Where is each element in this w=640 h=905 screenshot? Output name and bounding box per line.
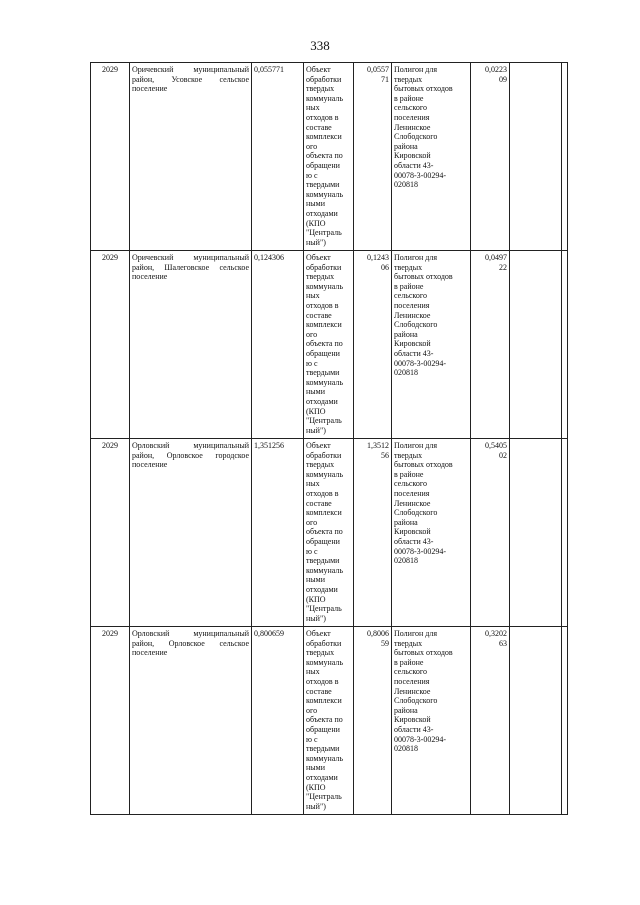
mass-transferred-cell <box>354 251 392 439</box>
mass-cell: 1,351256 <box>252 439 304 627</box>
year-cell: 2029 <box>91 439 130 627</box>
object-cell <box>304 63 354 251</box>
destination-text: Полигон для твердых бытовых отходов в районе сельского поселения Ленинское Слободского района Кировской области 43- 00078-3-00294- 020818 <box>394 65 453 190</box>
empty-cell <box>510 439 562 627</box>
waste-flow-table <box>90 62 568 815</box>
mass-disposed-cell <box>471 251 510 439</box>
year-cell: 2029 <box>91 63 130 251</box>
municipality-cell: Орловский муниципальный район, Орловское сельское поселение <box>130 627 252 815</box>
object-cell <box>304 251 354 439</box>
mass-cell: 0,124306 <box>252 251 304 439</box>
object-text: Объект обработки твердых коммуналь ных отходов в составе комплекси ого объекта по обращени ю с твердыми коммуналь ными отходами (КПО "Централь ный") <box>306 629 343 811</box>
object-cell <box>304 439 354 627</box>
destination-cell <box>392 63 471 251</box>
destination-text: Полигон для твердых бытовых отходов в районе сельского поселения Ленинское Слободского района Кировской области 43- 00078-3-00294- 020818 <box>394 253 453 378</box>
mass-transferred-text: 0,0557 71 <box>367 65 389 84</box>
empty-cell <box>562 439 568 627</box>
municipality-cell: Оричевский муниципальный район, Усовское сельское поселение <box>130 63 252 251</box>
table-row <box>91 251 568 439</box>
mass-transferred-text: 0,8006 59 <box>367 629 389 648</box>
mass-disposed-cell <box>471 63 510 251</box>
empty-cell <box>510 251 562 439</box>
table-row <box>91 627 568 815</box>
mass-transferred-cell <box>354 63 392 251</box>
destination-cell <box>392 439 471 627</box>
table-row <box>91 439 568 627</box>
page-number: 338 <box>310 38 330 53</box>
mass-disposed-cell <box>471 627 510 815</box>
empty-cell <box>510 627 562 815</box>
mass-disposed-text: 0,0223 09 <box>485 65 507 84</box>
mass-disposed-text: 0,3202 63 <box>485 629 507 648</box>
object-text: Объект обработки твердых коммуналь ных отходов в составе комплекси ого объекта по обращени ю с твердыми коммуналь ными отходами (КПО "Централь ный") <box>306 253 343 435</box>
object-text: Объект обработки твердых коммуналь ных отходов в составе комплекси ого объекта по обращени ю с твердыми коммуналь ными отходами (КПО "Централь ный") <box>306 441 343 623</box>
mass-cell: 0,800659 <box>252 627 304 815</box>
destination-text: Полигон для твердых бытовых отходов в районе сельского поселения Ленинское Слободского района Кировской области 43- 00078-3-00294- 020818 <box>394 441 453 566</box>
year-cell: 2029 <box>91 251 130 439</box>
destination-text: Полигон для твердых бытовых отходов в районе сельского поселения Ленинское Слободского района Кировской области 43- 00078-3-00294- 020818 <box>394 629 453 754</box>
object-text: Объект обработки твердых коммуналь ных отходов в составе комплекси ого объекта по обращени ю с твердыми коммуналь ными отходами (КПО "Централь ный") <box>306 65 343 247</box>
mass-transferred-cell <box>354 439 392 627</box>
mass-disposed-text: 0,0497 22 <box>485 253 507 272</box>
mass-disposed-cell <box>471 439 510 627</box>
empty-cell <box>562 251 568 439</box>
destination-cell <box>392 251 471 439</box>
mass-disposed-text: 0,5405 02 <box>485 441 507 460</box>
mass-transferred-text: 1,3512 56 <box>367 441 389 460</box>
empty-cell <box>510 63 562 251</box>
mass-transferred-text: 0,1243 06 <box>367 253 389 272</box>
empty-cell <box>562 63 568 251</box>
year-cell: 2029 <box>91 627 130 815</box>
mass-transferred-cell <box>354 627 392 815</box>
destination-cell <box>392 627 471 815</box>
empty-cell <box>562 627 568 815</box>
object-cell <box>304 627 354 815</box>
table-row <box>91 63 568 251</box>
municipality-cell: Орловский муниципальный район, Орловское городское поселение <box>130 439 252 627</box>
mass-cell: 0,055771 <box>252 63 304 251</box>
municipality-cell: Оричевский муниципальный район, Шалеговское сельское поселение <box>130 251 252 439</box>
